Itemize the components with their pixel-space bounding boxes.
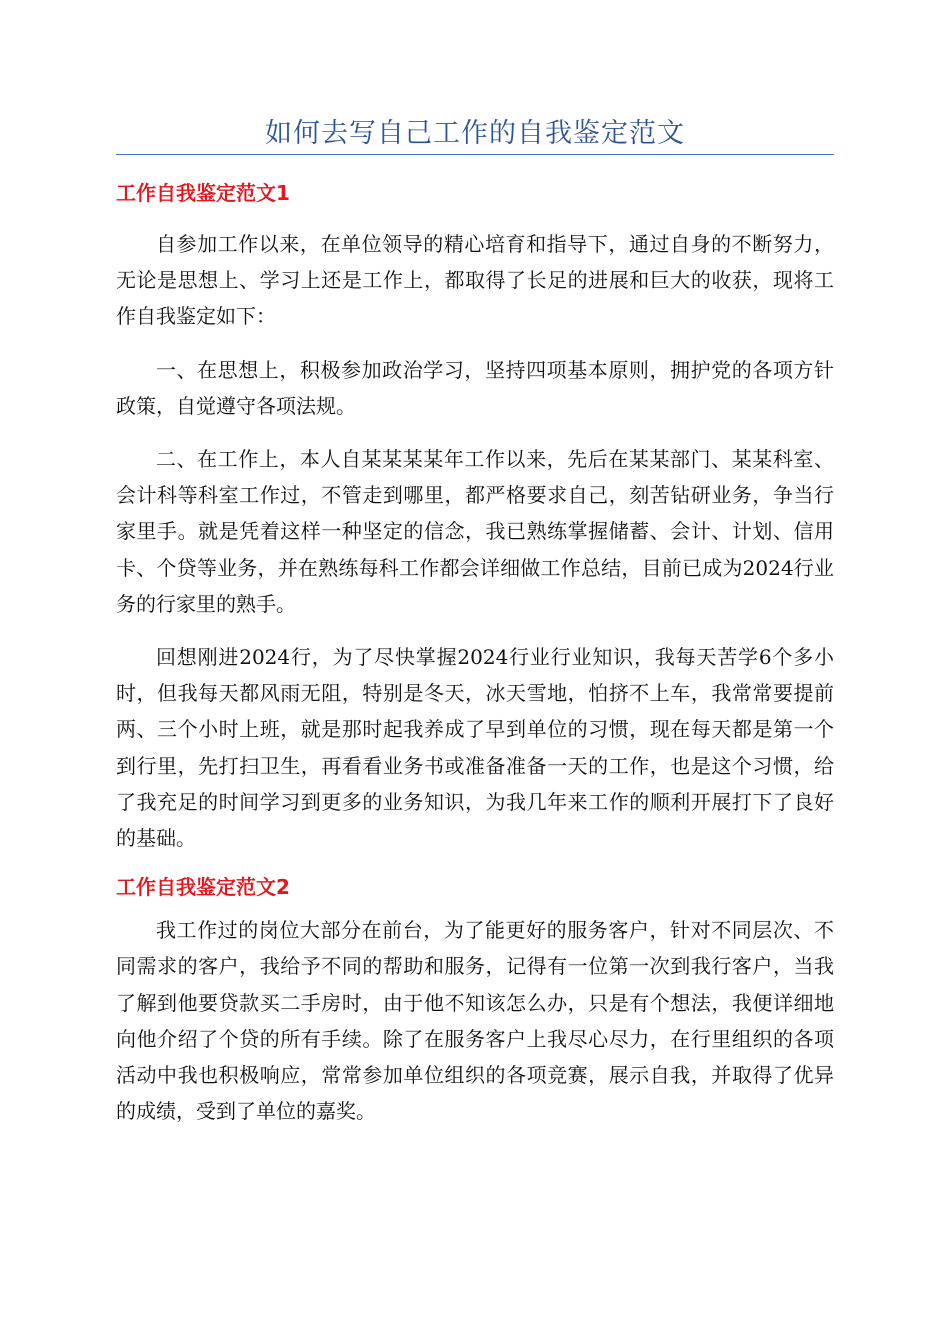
paragraph: 二、在工作上，本人自某某某某年工作以来，先后在某某部门、某某科室、会计科等科室工作过，不管走到哪里，都严格要求自己，刻苦钻研业务，争当行家里手。就是凭着这样一种坚定的信念，我已熟练掌握储蓄、会计、计划、信用卡、个贷等业务，并在熟练每科工作都会详细做工作总结，目前已成为2024行业务的行家里的熟手。 [116, 447, 834, 616]
paragraph: 一、在思想上，积极参加政治学习，坚持四项基本原则，拥护党的各项方针政策，自觉遵守各项法规。 [116, 357, 834, 418]
paragraph: 回想刚进2024行，为了尽快掌握2024行业行业知识，我每天苦学6个多小时，但我每天都风雨无阻，特别是冬天，冰天雪地，怕挤不上车，我常常要提前两、三个小时上班，就是那时起我养成了早到单位的习惯，现在每天都是第一个到行里，先打扫卫生，再看看业务书或准备准备一天的工作，也是这个习惯，给了我充足的时间学习到更多的业务知识，为我几年来工作的顺利开展打下了良好的基础。 [116, 645, 834, 851]
paragraph: 自参加工作以来，在单位领导的精心培育和指导下，通过自身的不断努力，无论是思想上、学习上还是工作上，都取得了长足的进展和巨大的收获，现将工作自我鉴定如下： [116, 232, 834, 329]
section-heading-2: 工作自我鉴定范文2 [116, 875, 290, 900]
paragraph: 我工作过的岗位大部分在前台，为了能更好的服务客户，针对不同层次、不同需求的客户，我给予不同的帮助和服务，记得有一位第一次到我行客户，当我了解到他要贷款买二手房时，由于他不知该怎么办，只是有个想法，我便详细地向他介绍了个贷的所有手续。除了在服务客户上我尽心尽力，在行里组织的各项活动中我也积极响应，常常参加单位组织的各项竞赛，展示自我，并取得了优异的成绩，受到了单位的嘉奖。 [116, 918, 834, 1124]
section-heading-1: 工作自我鉴定范文1 [116, 181, 290, 205]
document-title: 如何去写自己工作的自我鉴定范文 [265, 118, 685, 149]
document-body [116, 176, 834, 1129]
title-underline [116, 154, 834, 155]
